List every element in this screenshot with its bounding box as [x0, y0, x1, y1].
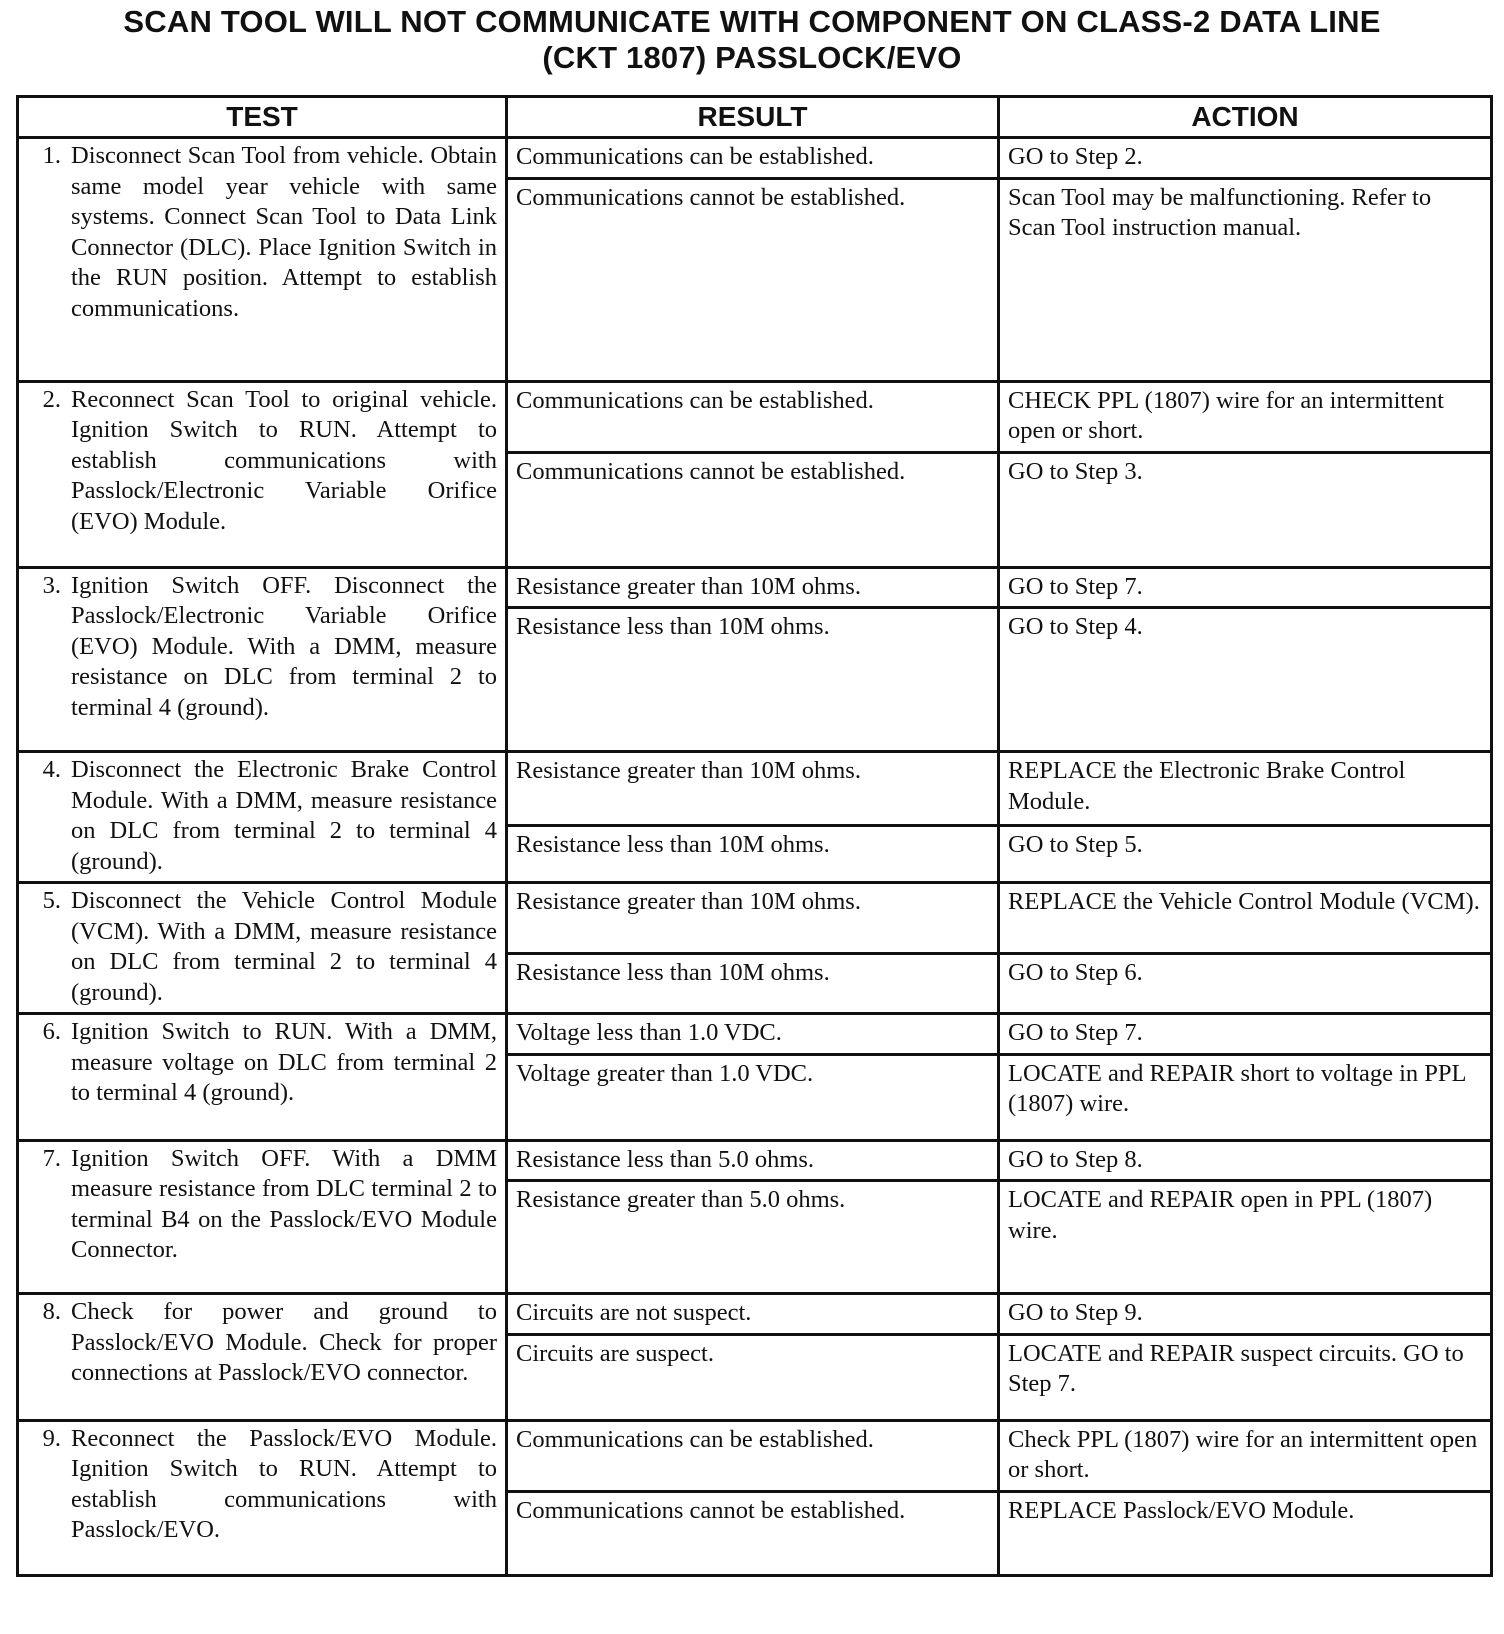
test-cell: [18, 883, 507, 1014]
action-cell: GO to Step 6.: [999, 954, 1492, 1014]
action-cell: GO to Step 4.: [999, 608, 1492, 752]
action-cell: REPLACE Passlock/EVO Module.: [999, 1491, 1492, 1575]
test-cell: [18, 1014, 507, 1141]
action-cell: REPLACE the Vehicle Control Module (VCM).: [999, 883, 1492, 954]
table-row: [18, 883, 1492, 954]
result-cell: Voltage greater than 1.0 VDC.: [507, 1054, 999, 1140]
action-cell: GO to Step 9.: [999, 1294, 1492, 1335]
result-cell: Communications cannot be established.: [507, 452, 999, 567]
action-cell: Scan Tool may be malfunctioning. Refer to Scan Tool instruction manual.: [999, 178, 1492, 381]
header-action: ACTION: [999, 97, 1492, 138]
result-cell: Resistance less than 5.0 ohms.: [507, 1140, 999, 1181]
result-cell: Communications cannot be established.: [507, 1491, 999, 1575]
table-row: [18, 381, 1492, 452]
step-number: 8.: [42, 1298, 61, 1325]
test-text: Check for power and ground to Passlock/EVO Module. Check for proper connections at Passlock/EVO connector.: [71, 1298, 497, 1386]
result-cell: Circuits are suspect.: [507, 1334, 999, 1420]
result-cell: Circuits are not suspect.: [507, 1294, 999, 1335]
result-cell: Resistance less than 10M ohms.: [507, 954, 999, 1014]
test-cell: [18, 381, 507, 567]
result-cell: Resistance greater than 5.0 ohms.: [507, 1181, 999, 1294]
step-number: 6.: [42, 1018, 61, 1045]
step-number: 1.: [42, 142, 61, 169]
result-cell: Resistance greater than 10M ohms.: [507, 752, 999, 826]
test-text: Ignition Switch OFF. Disconnect the Passlock/Electronic Variable Orifice (EVO) Module. With a DMM, measure resistance on DLC from terminal 2 to terminal 4 (ground).: [71, 571, 497, 721]
test-text: Ignition Switch to RUN. With a DMM, measure voltage on DLC from terminal 2 to terminal 4 (ground).: [71, 1018, 497, 1106]
action-cell: CHECK PPL (1807) wire for an intermittent open or short.: [999, 381, 1492, 452]
action-cell: Check PPL (1807) wire for an intermittent open or short.: [999, 1420, 1492, 1491]
action-cell: REPLACE the Electronic Brake Control Module.: [999, 752, 1492, 826]
result-cell: Communications can be established.: [507, 1420, 999, 1491]
table-row: [18, 1294, 1492, 1335]
test-cell: [18, 1294, 507, 1421]
result-cell: Voltage less than 1.0 VDC.: [507, 1014, 999, 1055]
table-row: [18, 752, 1492, 826]
test-cell: [18, 1140, 507, 1294]
result-cell: Resistance less than 10M ohms.: [507, 608, 999, 752]
table-row: [18, 1420, 1492, 1491]
test-cell: [18, 138, 507, 382]
action-cell: GO to Step 7.: [999, 567, 1492, 608]
step-number: 4.: [42, 756, 61, 783]
result-cell: Resistance greater than 10M ohms.: [507, 883, 999, 954]
test-text: Disconnect the Electronic Brake Control Module. With a DMM, measure resistance on DLC from terminal 2 to terminal 4 (ground).: [71, 756, 497, 875]
diagnostic-table: [16, 95, 1493, 1577]
action-cell: GO to Step 2.: [999, 138, 1492, 179]
table-row: [18, 1014, 1492, 1055]
test-cell: [18, 567, 507, 752]
table-row: [18, 567, 1492, 608]
test-text: Disconnect the Vehicle Control Module (VCM). With a DMM, measure resistance on DLC from terminal 2 to terminal 4 (ground).: [71, 887, 497, 1006]
table-row: [18, 1140, 1492, 1181]
step-number: 9.: [42, 1424, 61, 1452]
action-cell: GO to Step 7.: [999, 1014, 1492, 1055]
action-cell: GO to Step 5.: [999, 825, 1492, 882]
action-cell: GO to Step 3.: [999, 452, 1492, 567]
step-number: 3.: [42, 571, 61, 599]
page-title: [0, 4, 1504, 76]
test-text: Ignition Switch OFF. With a DMM measure resistance from DLC terminal 2 to terminal B4 on the Passlock/EVO Module Connector.: [71, 1144, 497, 1263]
step-number: 7.: [42, 1144, 61, 1172]
action-cell: LOCATE and REPAIR open in PPL (1807) wire.: [999, 1181, 1492, 1294]
action-cell: LOCATE and REPAIR short to voltage in PPL (1807) wire.: [999, 1054, 1492, 1140]
header-test: TEST: [18, 97, 507, 138]
result-cell: Communications can be established.: [507, 381, 999, 452]
action-cell: LOCATE and REPAIR suspect circuits. GO to Step 7.: [999, 1334, 1492, 1420]
test-cell: [18, 1420, 507, 1575]
result-cell: Communications cannot be established.: [507, 178, 999, 381]
test-text: Reconnect the Passlock/EVO Module. Ignition Switch to RUN. Attempt to establish communications with Passlock/EVO.: [71, 1424, 497, 1543]
test-cell: [18, 752, 507, 883]
step-number: 2.: [42, 385, 61, 413]
result-cell: Communications can be established.: [507, 138, 999, 179]
header-result: RESULT: [507, 97, 999, 138]
title-line-2: (CKT 1807) PASSLOCK/EVO: [542, 40, 962, 75]
table-header-row: [18, 97, 1492, 138]
result-cell: Resistance less than 10M ohms.: [507, 825, 999, 882]
test-text: Reconnect Scan Tool to original vehicle. Ignition Switch to RUN. Attempt to establish communications with Passlock/Electronic Variable Orifice (EVO) Module.: [71, 385, 497, 535]
title-line-1: SCAN TOOL WILL NOT COMMUNICATE WITH COMPONENT ON CLASS-2 DATA LINE: [123, 4, 1381, 39]
action-cell: GO to Step 8.: [999, 1140, 1492, 1181]
step-number: 5.: [42, 887, 61, 914]
table-row: [18, 138, 1492, 179]
table-body: [18, 138, 1492, 1576]
test-text: Disconnect Scan Tool from vehicle. Obtain same model year vehicle with same systems. Connect Scan Tool to Data Link Connector (DLC). Place Ignition Switch in the RUN position. Attempt to establish communications.: [71, 142, 497, 322]
result-cell: Resistance greater than 10M ohms.: [507, 567, 999, 608]
